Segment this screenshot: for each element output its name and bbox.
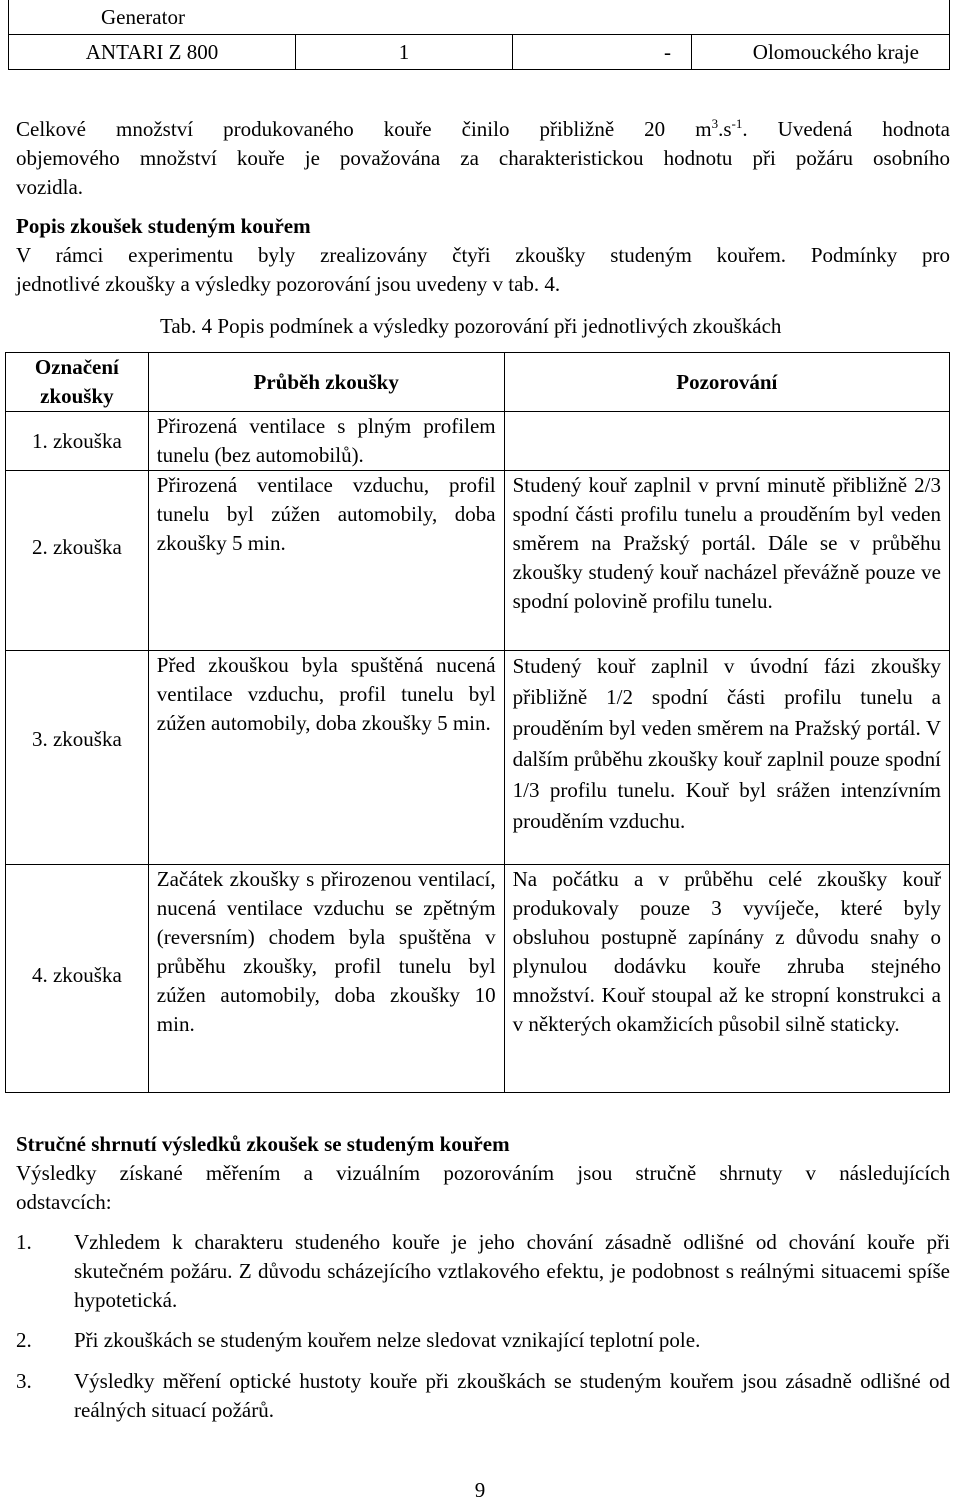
header-course: Průběh zkoušky	[148, 353, 504, 412]
generator-dash-cell: -	[513, 35, 692, 70]
row-4-label: 4. zkouška	[6, 865, 149, 1093]
tests-table-header-row	[6, 353, 950, 412]
list-item-3-number: 3.	[16, 1369, 32, 1393]
table-row	[6, 471, 950, 651]
generator-table-row	[9, 35, 950, 70]
intro-text-b: .s	[718, 117, 732, 141]
row-1-label: 1. zkouška	[6, 412, 149, 471]
generator-table	[8, 0, 950, 70]
row-2-label: 2. zkouška	[6, 471, 149, 651]
intro-line-2: objemového množství kouře je považována za charakteristickou hodnotu při požáru osobního	[16, 146, 950, 170]
list-item-1-text: Vzhledem k charakteru studeného kouře je jeho chování zásadně odlišné od chování kouře při skutečném požáru. Z důvodu scházejícího vztlakového efektu, je podobnost s reálnými situacemi spíše hypotetická.	[74, 1230, 950, 1312]
intro-sup-1: 3	[711, 116, 719, 131]
row-2-course: Přirozená ventilace vzduchu, profil tunelu byl zúžen automobily, doba zkoušky 5 min.	[148, 471, 504, 651]
generator-table-header-row	[9, 0, 950, 35]
page-number: 9	[474, 1478, 486, 1502]
header-observation: Pozorování	[504, 353, 949, 412]
intro-text-a: Celkové množství produkovaného kouře činilo přibližně 20 m	[16, 117, 712, 141]
summary-line-1: Výsledky získané měřením a vizuálním pozorováním jsou stručně shrnuty v následujících	[16, 1161, 950, 1185]
list-item-3-text: Výsledky měření optické hustoty kouře při zkouškách se studeným kouřem jsou zásadně odlišné od reálných situací požárů.	[74, 1369, 950, 1422]
intro-paragraph	[16, 115, 950, 202]
row-3-label: 3. zkouška	[6, 651, 149, 865]
tests-table	[5, 352, 950, 1093]
section-paragraph	[16, 241, 950, 299]
table-row	[6, 865, 950, 1093]
section-line-1: V rámci experimentu byly zrealizovány čtyři zkoušky studeným kouřem. Podmínky pro	[16, 243, 950, 267]
section-line-2: jednotlivé zkoušky a výsledky pozorování jsou uvedeny v tab. 4.	[16, 272, 561, 296]
row-1-observation	[504, 412, 949, 471]
intro-line-1	[16, 115, 950, 144]
summary-heading: Stručné shrnutí výsledků zkoušek se studeným kouřem	[16, 1132, 510, 1156]
generator-count-cell: 1	[296, 35, 513, 70]
row-1-course: Přirozená ventilace s plným profilem tunelu (bez automobilů).	[148, 412, 504, 471]
list-item-1-number: 1.	[16, 1230, 32, 1254]
generator-header-cell: Generator	[9, 0, 950, 35]
intro-sup-2: -1	[731, 116, 743, 131]
summary-paragraph	[16, 1159, 950, 1217]
generator-owner-cell: Olomouckého kraje	[692, 35, 950, 70]
intro-text-c: . Uvedená hodnota	[742, 117, 950, 141]
row-2-observation: Studený kouř zaplnil v první minutě přibližně 2/3 spodní části profilu tunelu a prouděním byl veden směrem na Pražský portál. Dále se v průběhu zkoušky studený kouř nacházel převážně pouze ve spodní polovině profilu tunelu.	[504, 471, 949, 651]
list-item-2-number: 2.	[16, 1328, 32, 1352]
table-row	[6, 651, 950, 865]
section-heading: Popis zkoušek studeným kouřem	[16, 214, 311, 238]
row-3-course: Před zkouškou byla spuštěná nucená ventilace vzduchu, profil tunelu byl zúžen automobily, doba zkoušky 5 min.	[148, 651, 504, 865]
row-3-observation: Studený kouř zaplnil v úvodní fázi zkoušky přibližně 1/2 spodní části profilu tunelu a prouděním byl veden směrem na Pražský portál. V dalším průběhu zkoušky kouř zaplnil pouze spodní 1/3 profilu tunelu. Kouř byl srážen intenzívním prouděním vzduchu.	[504, 651, 949, 865]
table-row	[6, 412, 950, 471]
table-caption: Tab. 4 Popis podmínek a výsledky pozorování při jednotlivých zkouškách	[160, 314, 782, 338]
list-item-2-text: Při zkouškách se studeným kouřem nelze sledovat vznikající teplotní pole.	[74, 1328, 701, 1352]
intro-line-3: vozidla.	[16, 175, 84, 199]
summary-line-2: odstavcích:	[16, 1190, 112, 1214]
row-4-course: Začátek zkoušky s přirozenou ventilací, nucená ventilace vzduchu se zpětným (reversním) chodem byla spuštěna v průběhu zkoušky, profil tunelu byl zúžen automobily, doba zkoušky 10 min.	[148, 865, 504, 1093]
row-4-observation: Na počátku a v průběhu celé zkoušky kouř produkovaly pouze 3 vyvíječe, které byly obsluhou postupně zapínány z důvodu snahy o plynulou dodávku kouře zhruba stejného množství. Kouř stoupal až ke stropní konstrukci a v některých okamžicích působil silně staticky.	[504, 865, 949, 1093]
header-label: Označení zkoušky	[6, 353, 149, 412]
generator-model-cell: ANTARI Z 800	[9, 35, 296, 70]
